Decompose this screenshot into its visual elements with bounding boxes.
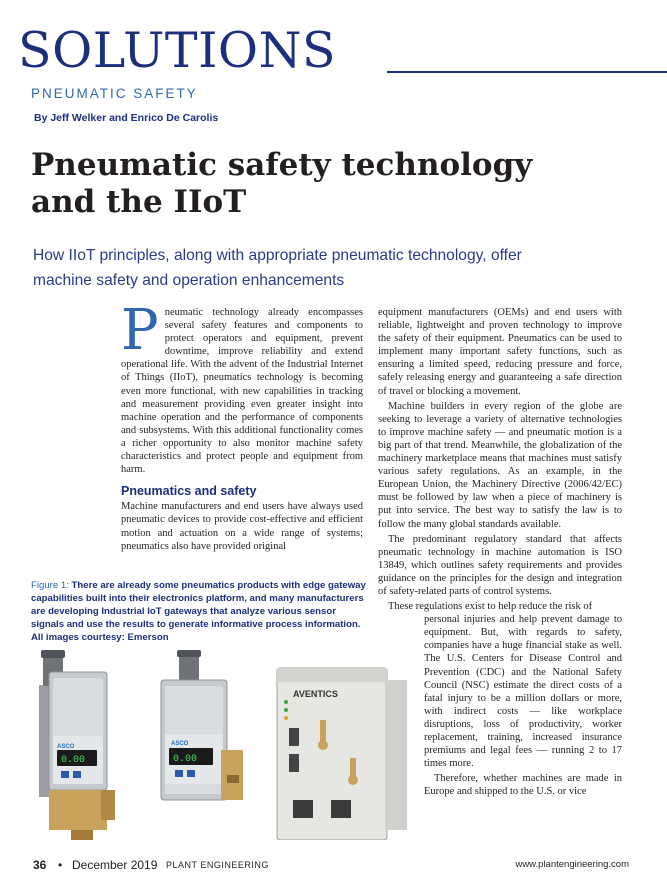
section-subtitle: PNEUMATIC SAFETY xyxy=(31,86,198,101)
drop-cap: P xyxy=(121,298,159,363)
intro-paragraph xyxy=(121,298,363,476)
device1-brand: ASCO xyxy=(57,744,75,750)
body-paragraph: Machine manufacturers and end users have always used pneumatic devices to provide cost-effective and efficient motion and actuation on a wide range of systems; pneumatics also have provided original xyxy=(121,501,363,552)
figure-caption xyxy=(31,579,369,644)
intro-text: neumatic technology already encompasses several safety features and components to protect operators and equipment, prevent downtime, improve reliability and extend operational life. With the advent of the Industrial Internet of Things (IIoT), pneumatics technology is becoming even more functional, with new capabilities in tracking and measurement providing even greater insight into machine operation and the performance of components and subsystems. With this additional functionality comes a richer opportunity to also monitor machine safety characteristics and protect people and equipment from harm. xyxy=(121,307,363,476)
magazine-name: PLANT ENGINEERING xyxy=(166,860,269,870)
caption-text: There are already some pneumatics products with edge gateway capabilities built into their electronics platform, and many manufacturers are developing Industrial IoT gateways that analyze various sensor signals and use the results to generate informative process information. All images courtesy: Emerson xyxy=(31,580,366,643)
aventics-gateway xyxy=(277,668,407,840)
issue-date: December 2019 xyxy=(72,858,158,872)
body-paragraph: The predominant regulatory standard that affects pneumatic technology in machine automation is ISO 13849, which outlines safety requirements and provides guidance on the principles for the design and integration of safety-related parts of control systems. xyxy=(378,533,622,597)
body-paragraph: Machine builders in every region of the globe are seeking to leverage a variety of alternative technologies to improve machine safety — and pneumatic motion is a big part of that trend. Meanwhile, the globalization of the machinery marketplace means that machines must satisfy various safety regulations. As an example, in the European Union, the Machinery Directive (2006/42/EC) must be followed by law when a piece of machinery is put into service. The best way to satisfy the law is to follow the many global standards available. xyxy=(378,400,622,530)
asco-device-1 xyxy=(39,650,115,840)
deck-line-1: How IIoT principles, along with appropriate pneumatic technology, offer xyxy=(33,247,522,264)
caption-label: Figure 1: xyxy=(31,580,69,591)
device1-readout: 0.00 xyxy=(61,755,86,766)
page-number: 36 xyxy=(33,858,47,872)
device2-brand: ASCO xyxy=(171,741,189,747)
byline: By Jeff Welker and Enrico De Carolis xyxy=(34,112,219,124)
body-column-1 xyxy=(121,298,363,555)
body-paragraph-lead: These regulations exist to help reduce the risk of xyxy=(388,601,593,613)
product-photo xyxy=(31,650,411,840)
page-footer xyxy=(0,858,667,878)
gateway-brand: AVENTICS xyxy=(293,689,338,699)
header-rule xyxy=(387,71,667,73)
asco-device-2 xyxy=(161,650,243,800)
article-deck xyxy=(33,243,633,293)
headline-line-1: Pneumatic safety technology xyxy=(31,147,533,183)
subhead-pneumatics-safety: Pneumatics and safety xyxy=(121,484,257,499)
device2-readout: 0.00 xyxy=(173,754,198,765)
website-url: www.plantengineering.com xyxy=(515,859,629,870)
body-paragraph: equipment manufacturers (OEMs) and end users with reliable, lightweight and proven technology to improve the safety of their equipment. Pneumatics can be used to implement many important safety functions, such as ensuring a limited speed, reducing pressure and force, safely releasing energy and guaranteeing a safe direction of travel or blocking a movement. xyxy=(378,307,622,397)
body-column-2 xyxy=(378,306,622,800)
headline-line-2: and the IIoT xyxy=(31,184,247,220)
footer-bullet: • xyxy=(58,858,63,872)
deck-line-2: machine safety and operation enhancements xyxy=(33,272,345,289)
body-paragraph-wrapped: personal injuries and help prevent damage to equipment. But, with regards to safety, companies have a huge financial stake as well. The U.S. Centers for Disease Control and Prevention (CDC) and the National Safety Council (NSC) estimate the direct costs of a fatal injury to be a million dollars or more, with indirect costs — like workplace disruptions, loss of productivity, worker replacement, training, increased insurance premiums and legal fees — running 2 to 17 times more. xyxy=(424,614,622,770)
body-paragraph-wrapped: Therefore, whether machines are made in Europe and shipped to the U.S. or vice xyxy=(424,773,622,798)
article-headline xyxy=(31,147,571,221)
section-title: SOLUTIONS xyxy=(18,22,337,79)
